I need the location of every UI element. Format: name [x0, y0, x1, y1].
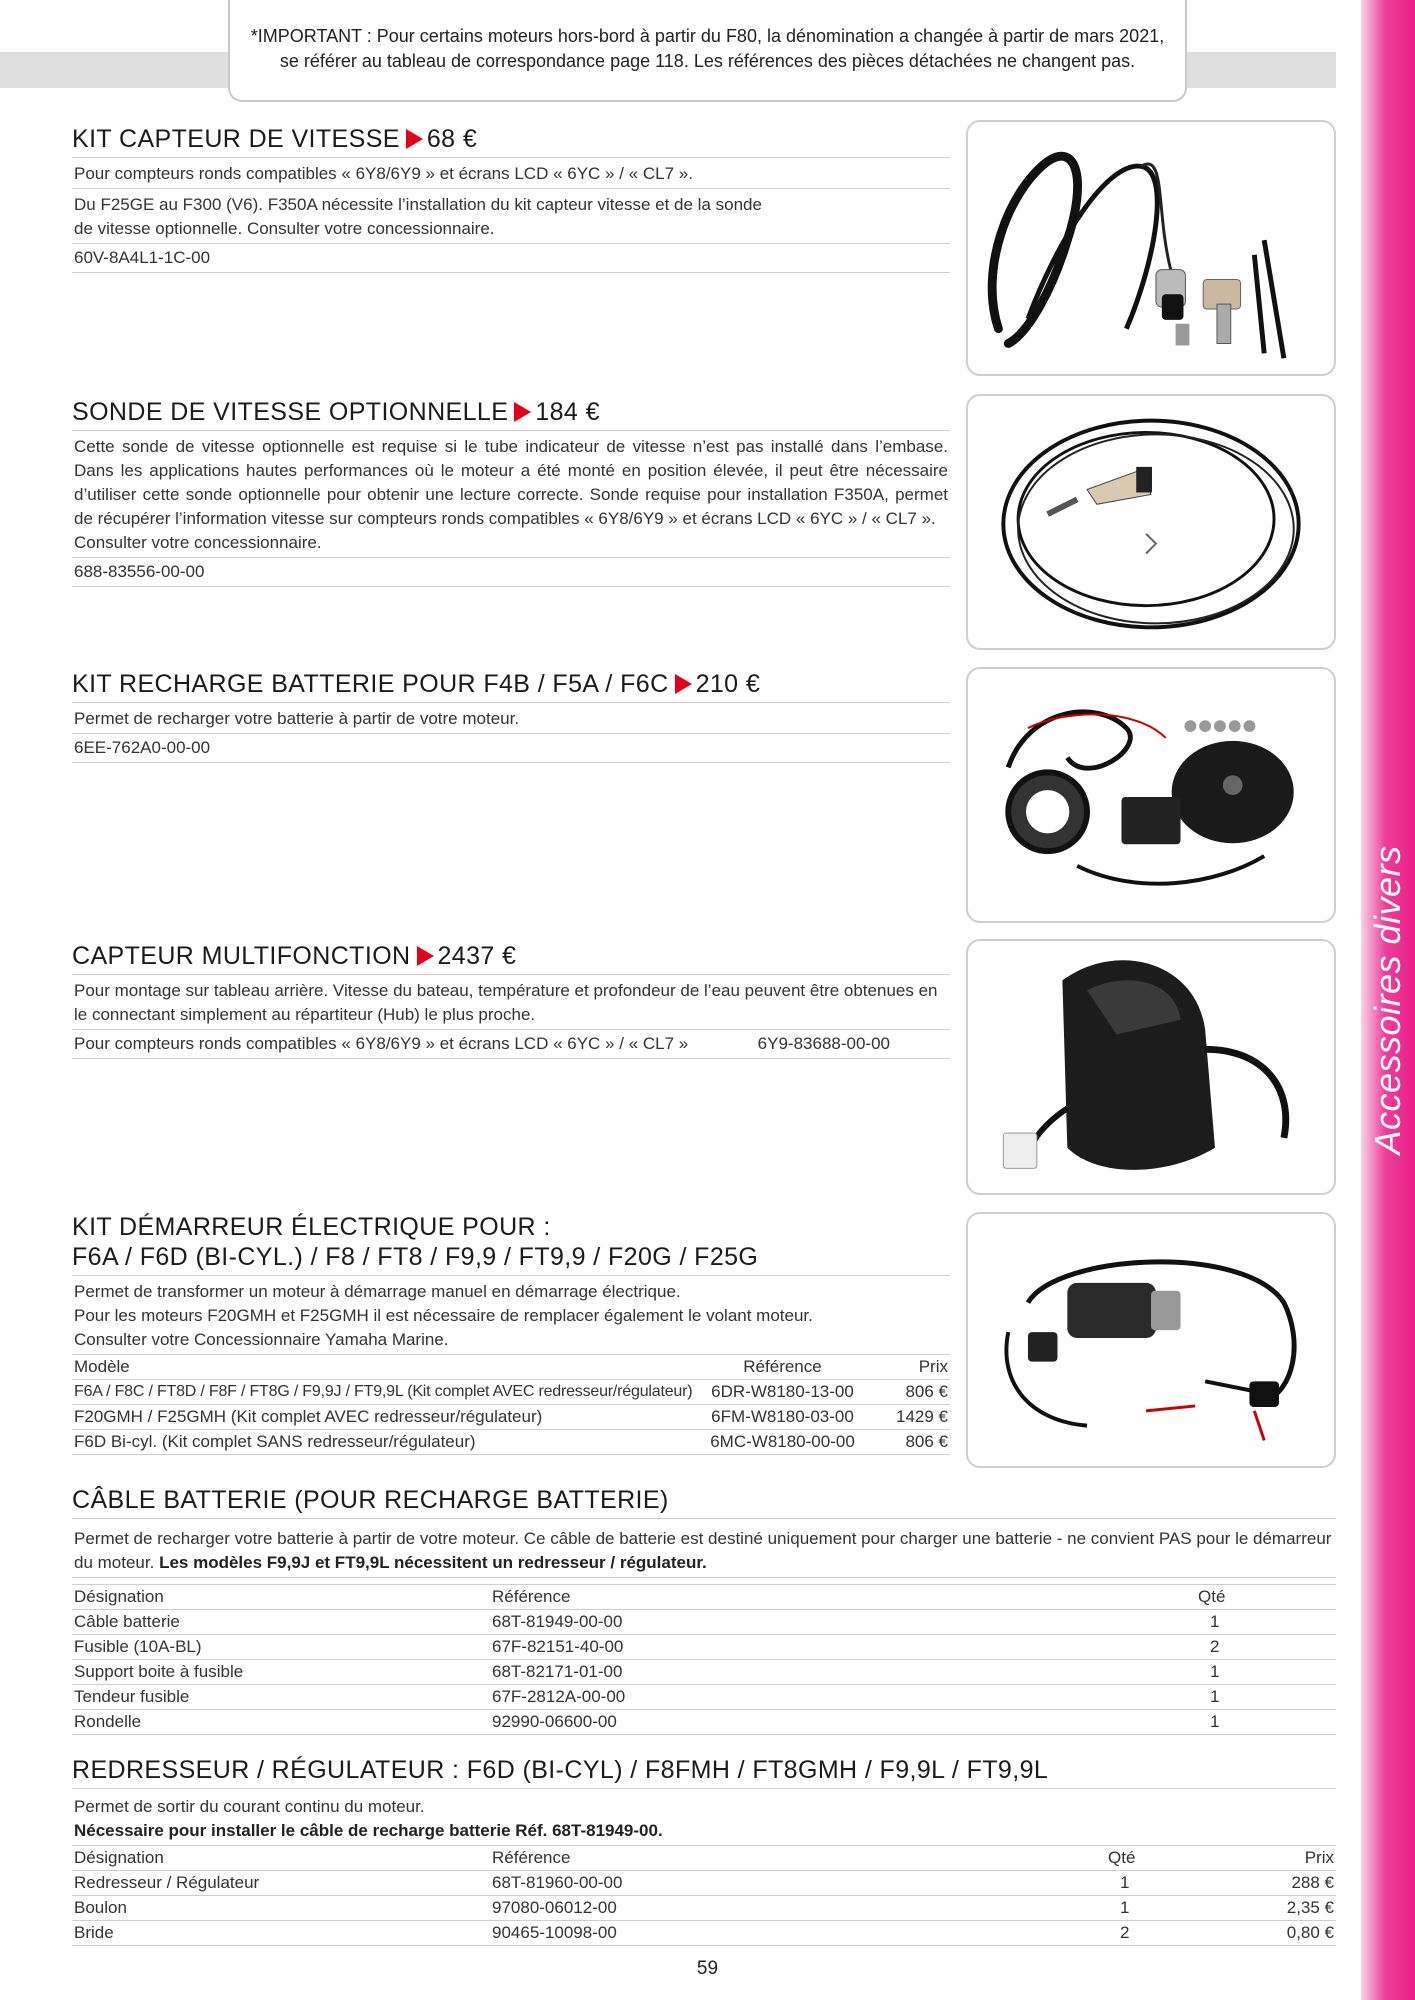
table-row: [72, 1635, 1336, 1660]
table-row: [72, 1921, 1336, 1946]
cell-ref: 67F-82151-40-00: [490, 1635, 1196, 1660]
product-title-text: CAPTEUR MULTIFONCTION: [72, 942, 411, 970]
product-title-text: KIT CAPTEUR DE VITESSE: [72, 125, 400, 153]
table-header: [72, 1846, 1336, 1871]
cell-price: 806 €: [870, 1380, 950, 1405]
product-price: 210 €: [695, 670, 761, 698]
cell-ref: 90465-10098-00: [490, 1921, 1106, 1946]
cell-qty: 1: [1196, 1685, 1336, 1710]
charging-kit-illustration: [968, 669, 1334, 921]
cell-designation: Câble batterie: [72, 1610, 490, 1635]
side-tab-label: Accessoires divers: [1367, 845, 1408, 1155]
cell-price: 288 €: [1246, 1871, 1336, 1896]
table-row: [72, 1896, 1336, 1921]
table-row: [72, 1380, 950, 1405]
table-row: [72, 1710, 1336, 1735]
product-desc-line: Pour compteurs ronds compatibles « 6Y8/6Y9 » et écrans LCD « 6YC » / « CL7 ».: [72, 158, 950, 189]
cell-qty: 1: [1196, 1610, 1336, 1635]
cell-ref: 6FM-W8180-03-00: [695, 1405, 870, 1430]
col-price: Prix: [870, 1355, 950, 1380]
product-desc-bold-line: [72, 1819, 1336, 1846]
product-title: [72, 941, 950, 975]
regulator-table: [72, 1846, 1336, 1946]
product-price: 68 €: [426, 125, 478, 153]
product-price: 184 €: [535, 398, 600, 426]
product-desc-line: Pour les moteurs F20GMH et F25GMH il est nécessaire de remplacer également le volant moteur.: [74, 1306, 813, 1325]
product-desc-text: Permet de recharger votre batterie à partir de votre moteur. Ce câble de batterie est destiné uniquement pour charger une batterie - ne convient PAS pour le démarreur du moteur.: [74, 1529, 1332, 1572]
cell-price: 806 €: [870, 1430, 950, 1455]
product-compat: Pour compteurs ronds compatibles « 6Y8/6Y9 » et écrans LCD « 6YC » / « CL7 »: [74, 1034, 689, 1053]
table-header: [72, 1355, 950, 1380]
col-designation: Désignation: [72, 1846, 490, 1871]
product-capteur-multifonction: [72, 941, 950, 1059]
table-row: [72, 1430, 950, 1455]
cell-ref: 68T-81949-00-00: [490, 1610, 1196, 1635]
product-reference: 688-83556-00-00: [72, 558, 950, 587]
product-compat-row: [72, 1030, 950, 1059]
cell-designation: Bride: [72, 1921, 490, 1946]
cell-designation: Redresseur / Régulateur: [72, 1871, 490, 1896]
cell-qty: 1: [1106, 1871, 1246, 1896]
cell-qty: 1: [1196, 1660, 1336, 1685]
product-kit-capteur-vitesse: [72, 124, 950, 273]
multifunction-sensor-illustration: [968, 941, 1334, 1193]
cell-price: 2,35 €: [1246, 1896, 1336, 1921]
product-kit-recharge-batterie: [72, 669, 950, 763]
cell-ref: 67F-2812A-00-00: [490, 1685, 1196, 1710]
cell-qty: 2: [1196, 1635, 1336, 1660]
product-desc-line: Du F25GE au F300 (V6). F350A nécessite l’installation du kit capteur vitesse et de la sonde: [74, 195, 762, 214]
image-kit-capteur-vitesse: [966, 120, 1336, 376]
starter-kit-table: [72, 1355, 950, 1455]
product-redresseur-regulateur: [72, 1755, 1336, 1946]
col-qty: Qté: [1106, 1846, 1246, 1871]
product-desc-line: Consulter votre Concessionnaire Yamaha Marine.: [72, 1328, 950, 1355]
starter-kit-illustration: [968, 1214, 1334, 1466]
product-title: [72, 669, 950, 703]
table-header: [72, 1585, 1336, 1610]
image-sonde-vitesse: [966, 394, 1336, 650]
cell-qty: 2: [1106, 1921, 1246, 1946]
product-sonde-vitesse: [72, 397, 950, 587]
product-price: 2437 €: [437, 942, 517, 970]
product-desc: Permet de recharger votre batterie à partir de votre moteur.: [72, 703, 950, 734]
table-row: [72, 1660, 1336, 1685]
product-cable-batterie: [72, 1485, 1336, 1735]
image-capteur-multifonction: [966, 939, 1336, 1195]
cell-qty: 1: [1196, 1710, 1336, 1735]
product-desc: Cette sonde de vitesse optionnelle est requise si le tube indicateur de vitesse n’est pas installé dans l’embase. Dans les applications hautes performances où le moteur a été monté en position élevée, il peut être nécessaire d’utiliser cette sonde optionnelle pour obtenir une lecture correcte. Sonde requise pour installation F350A, permet de récupérer l’information vitesse sur compteurs ronds compatibles « 6Y8/6Y9 » et écrans LCD « 6YC » / « CL7 ».: [74, 437, 948, 528]
table-row: [72, 1405, 950, 1430]
red-arrow-icon: [514, 402, 531, 422]
cell-price: 0,80 €: [1246, 1921, 1336, 1946]
cell-model: F6A / F8C / FT8D / F8F / FT8G / F9,9J / FT9,9L (Kit complet AVEC redresseur/régulateur): [72, 1380, 695, 1405]
product-desc: Pour montage sur tableau arrière. Vitesse du bateau, température et profondeur de l’eau peuvent être obtenues en le connectant simplement au répartiteur (Hub) le plus proche.: [72, 975, 950, 1030]
col-designation: Désignation: [72, 1585, 490, 1610]
product-title: [72, 397, 950, 431]
red-arrow-icon: [417, 946, 434, 966]
product-title-line-2: F6A / F6D (BI-CYL.) / F8 / FT8 / F9,9 / FT9,9 / F20G / F25G: [72, 1242, 950, 1276]
red-arrow-icon: [406, 129, 423, 149]
cell-designation: Fusible (10A-BL): [72, 1635, 490, 1660]
product-reference: 60V-8A4L1-1C-00: [72, 244, 950, 273]
section-side-tab: [1361, 0, 1415, 2000]
cell-model: F6D Bi-cyl. (Kit complet SANS redresseur/régulateur): [72, 1430, 695, 1455]
table-row: [72, 1871, 1336, 1896]
product-title-text: KIT RECHARGE BATTERIE POUR F4B / F5A / F6C: [72, 670, 669, 698]
col-ref: Référence: [490, 1585, 1196, 1610]
col-model: Modèle: [72, 1355, 695, 1380]
cell-designation: Rondelle: [72, 1710, 490, 1735]
page-number: 59: [696, 1958, 719, 1979]
product-title-text: SONDE DE VITESSE OPTIONNELLE: [72, 398, 509, 426]
product-desc-line: Consulter votre concessionnaire.: [72, 531, 950, 558]
product-desc-line: de vitesse optionnelle. Consulter votre concessionnaire.: [72, 217, 950, 244]
col-price: Prix: [1246, 1846, 1336, 1871]
table-row: [72, 1685, 1336, 1710]
product-desc-bold: Nécessaire pour installer le câble de recharge batterie Réf. 68T-81949-00.: [74, 1821, 663, 1840]
product-desc: [72, 1519, 1336, 1578]
product-kit-demarreur: [72, 1212, 950, 1455]
cell-ref: 6MC-W8180-00-00: [695, 1430, 870, 1455]
product-desc: Permet de sortir du courant continu du moteur.: [74, 1797, 425, 1816]
col-qty: Qté: [1196, 1585, 1336, 1610]
cell-ref: 68T-82171-01-00: [490, 1660, 1196, 1685]
product-title-line-1: KIT DÉMARREUR ÉLECTRIQUE POUR :: [72, 1213, 551, 1241]
cell-designation: Tendeur fusible: [72, 1685, 490, 1710]
product-reference: 6Y9-83688-00-00: [757, 1034, 890, 1053]
cell-ref: 92990-06600-00: [490, 1710, 1196, 1735]
product-title: REDRESSEUR / RÉGULATEUR : F6D (BI-CYL) / F8FMH / FT8GMH / F9,9L / FT9,9L: [72, 1755, 1336, 1789]
important-notice: [228, 0, 1187, 102]
notice-line-2: se référer au tableau de correspondance page 118. Les références des pièces détachées ne changent pas.: [279, 51, 1136, 71]
cell-ref: 68T-81960-00-00: [490, 1871, 1106, 1896]
speed-sensor-kit-illustration: [968, 122, 1334, 374]
cell-ref: 97080-06012-00: [490, 1896, 1106, 1921]
image-kit-demarreur: [966, 1212, 1336, 1468]
cell-qty: 1: [1106, 1896, 1246, 1921]
product-title: CÂBLE BATTERIE (POUR RECHARGE BATTERIE): [72, 1485, 1336, 1519]
col-ref: Référence: [490, 1846, 1106, 1871]
table-row: [72, 1610, 1336, 1635]
image-kit-recharge-batterie: [966, 667, 1336, 923]
product-title: [72, 124, 950, 158]
cell-price: 1429 €: [870, 1405, 950, 1430]
product-desc-line: Permet de transformer un moteur à démarrage manuel en démarrage électrique.: [74, 1282, 681, 1301]
cell-ref: 6DR-W8180-13-00: [695, 1380, 870, 1405]
battery-cable-table: [72, 1584, 1336, 1735]
product-reference: 6EE-762A0-00-00: [72, 734, 950, 763]
col-ref: Référence: [695, 1355, 870, 1380]
speed-probe-illustration: [968, 396, 1334, 648]
red-arrow-icon: [675, 674, 692, 694]
product-desc-bold: Les modèles F9,9J et FT9,9L nécessitent un redresseur / régulateur.: [159, 1553, 707, 1572]
notice-line-1: *IMPORTANT : Pour certains moteurs hors-bord à partir du F80, la dénomination a changée à partir de mars 2021,: [250, 26, 1165, 46]
cell-designation: Support boite à fusible: [72, 1660, 490, 1685]
cell-model: F20GMH / F25GMH (Kit complet AVEC redresseur/régulateur): [72, 1405, 695, 1430]
cell-designation: Boulon: [72, 1896, 490, 1921]
